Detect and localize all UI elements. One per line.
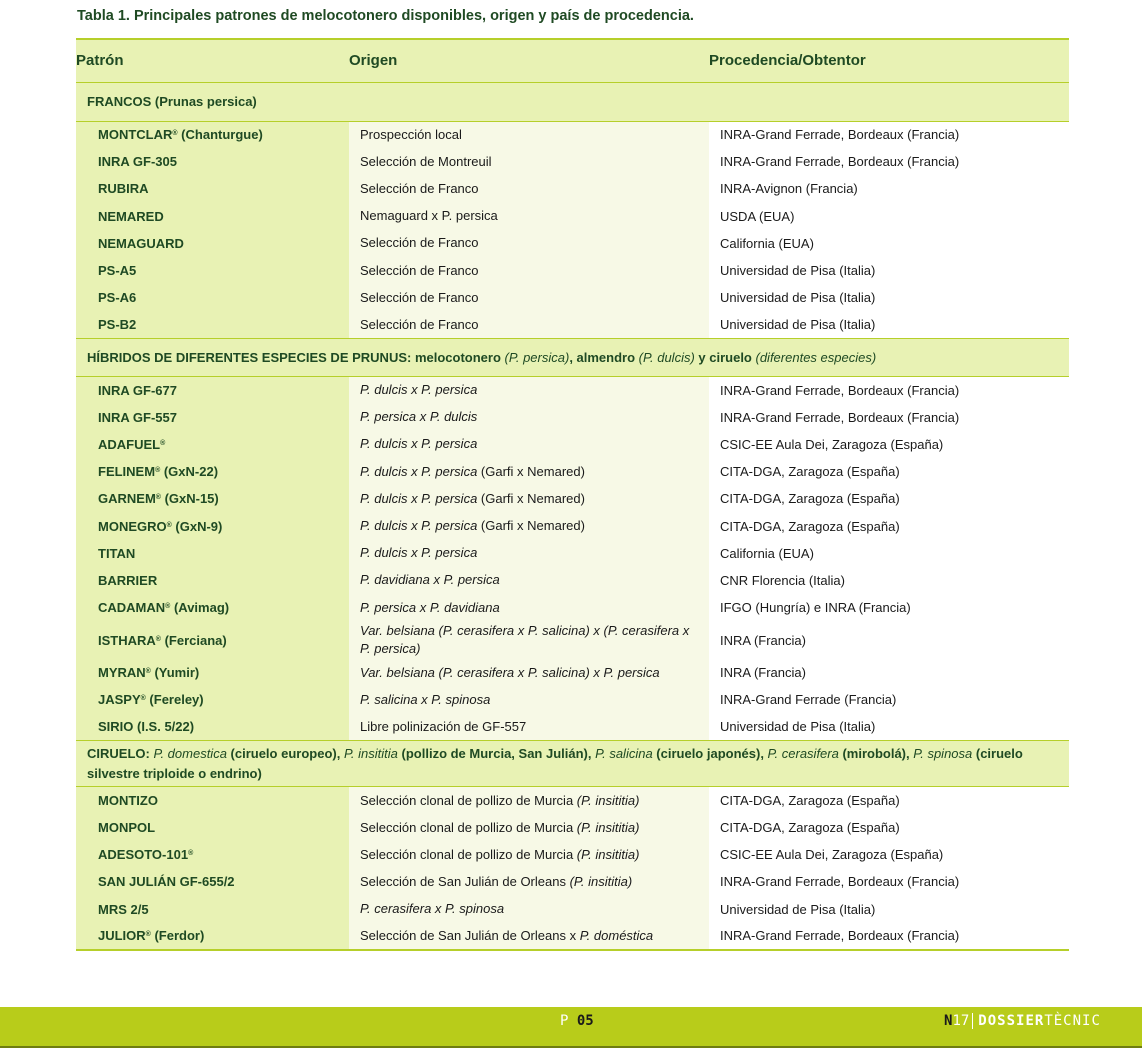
table-row	[76, 567, 1069, 594]
cell-origen: P. davidiana x P. persica	[349, 567, 709, 594]
table-row	[76, 203, 1069, 230]
table-row	[76, 121, 1069, 148]
cell-origen: Var. belsiana (P. cerasifera x P. salicina) x (P. cerasifera x P. persica)	[349, 621, 709, 659]
cell-patron: MYRAN® (Yumir)	[76, 659, 349, 686]
table-row	[76, 431, 1069, 458]
cell-patron: PS-B2	[76, 311, 349, 338]
cell-procedencia: INRA-Grand Ferrade, Bordeaux (Francia)	[709, 377, 1069, 404]
header-procedencia: Procedencia/Obtentor	[709, 39, 1069, 82]
cell-procedencia: Universidad de Pisa (Italia)	[709, 257, 1069, 284]
cell-procedencia: IFGO (Hungría) e INRA (Francia)	[709, 594, 1069, 621]
cell-procedencia: INRA-Grand Ferrade, Bordeaux (Francia)	[709, 404, 1069, 431]
brand-divider	[972, 1013, 973, 1029]
cell-procedencia: CITA-DGA, Zaragoza (España)	[709, 458, 1069, 485]
cell-origen: Selección de San Julián de Orleans x P. doméstica	[349, 923, 709, 950]
cell-patron: SIRIO (I.S. 5/22)	[76, 714, 349, 741]
cell-patron: INRA GF-305	[76, 148, 349, 175]
cell-patron: PS-A5	[76, 257, 349, 284]
cell-procedencia: INRA-Grand Ferrade, Bordeaux (Francia)	[709, 121, 1069, 148]
section-row	[76, 82, 1069, 121]
header-patron: Patrón	[76, 39, 349, 82]
table-row	[76, 594, 1069, 621]
cell-procedencia: CSIC-EE Aula Dei, Zaragoza (España)	[709, 431, 1069, 458]
table-header-row	[76, 39, 1069, 82]
cell-origen: Selección de Franco	[349, 284, 709, 311]
cell-origen: Selección de Franco	[349, 257, 709, 284]
table-row	[76, 686, 1069, 713]
cell-procedencia: CITA-DGA, Zaragoza (España)	[709, 485, 1069, 512]
section-title: HÍBRIDOS DE DIFERENTES ESPECIES DE PRUNUS: melocotonero (P. persica), almendro (P. dulcis) y ciruelo (diferentes especies)	[76, 339, 1069, 377]
cell-origen: P. dulcis x P. persica (Garfi x Nemared)	[349, 458, 709, 485]
page-number: P 05	[560, 1013, 594, 1029]
cell-patron: INRA GF-557	[76, 404, 349, 431]
cell-patron: MONTIZO	[76, 787, 349, 814]
cell-patron: BARRIER	[76, 567, 349, 594]
cell-procedencia: CITA-DGA, Zaragoza (España)	[709, 814, 1069, 841]
table-row	[76, 787, 1069, 814]
cell-patron: RUBIRA	[76, 175, 349, 202]
cell-origen: Selección de Franco	[349, 311, 709, 338]
table-row	[76, 458, 1069, 485]
cell-origen: P. dulcis x P. persica (Garfi x Nemared)	[349, 485, 709, 512]
cell-origen: P. dulcis x P. persica	[349, 540, 709, 567]
cell-origen: P. dulcis x P. persica	[349, 377, 709, 404]
cell-patron: GARNEM® (GxN-15)	[76, 485, 349, 512]
cell-patron: MONTCLAR® (Chanturgue)	[76, 121, 349, 148]
cell-patron: MONEGRO® (GxN-9)	[76, 512, 349, 539]
cell-procedencia: CITA-DGA, Zaragoza (España)	[709, 512, 1069, 539]
cell-patron: ISTHARA® (Ferciana)	[76, 621, 349, 659]
table-row	[76, 284, 1069, 311]
cell-origen: P. salicina x P. spinosa	[349, 686, 709, 713]
cell-patron: ADESOTO-101®	[76, 841, 349, 868]
brand-tecnic: TÈCNIC	[1044, 1013, 1101, 1029]
table-row	[76, 923, 1069, 950]
table-row	[76, 841, 1069, 868]
cell-patron: CADAMAN® (Avimag)	[76, 594, 349, 621]
cell-origen: Selección clonal de pollizo de Murcia (P. insititia)	[349, 814, 709, 841]
brand-issue: 17	[952, 1013, 970, 1029]
cell-origen: Selección de Franco	[349, 175, 709, 202]
cell-origen: Selección de Franco	[349, 230, 709, 257]
cell-procedencia: INRA (Francia)	[709, 621, 1069, 659]
cell-origen: Var. belsiana (P. cerasifera x P. salicina) x P. persica	[349, 659, 709, 686]
cell-origen: Selección clonal de pollizo de Murcia (P. insititia)	[349, 841, 709, 868]
cell-procedencia: INRA-Grand Ferrade, Bordeaux (Francia)	[709, 923, 1069, 950]
cell-procedencia: USDA (EUA)	[709, 203, 1069, 230]
section-title: FRANCOS (Prunas persica)	[76, 82, 1069, 121]
header-origen: Origen	[349, 39, 709, 82]
cell-patron: JASPY® (Fereley)	[76, 686, 349, 713]
cell-procedencia: Universidad de Pisa (Italia)	[709, 311, 1069, 338]
cell-patron: ADAFUEL®	[76, 431, 349, 458]
cell-patron: NEMAGUARD	[76, 230, 349, 257]
table-row	[76, 230, 1069, 257]
cell-procedencia: INRA-Grand Ferrade, Bordeaux (Francia)	[709, 868, 1069, 895]
publication-brand	[944, 1013, 1101, 1029]
table-row	[76, 257, 1069, 284]
cell-origen: Selección de San Julián de Orleans (P. insititia)	[349, 868, 709, 895]
cell-origen: Prospección local	[349, 121, 709, 148]
cell-procedencia: CNR Florencia (Italia)	[709, 567, 1069, 594]
cell-procedencia: INRA-Grand Ferrade, Bordeaux (Francia)	[709, 148, 1069, 175]
cell-procedencia: CSIC-EE Aula Dei, Zaragoza (España)	[709, 841, 1069, 868]
cell-origen: Selección clonal de pollizo de Murcia (P. insititia)	[349, 787, 709, 814]
table-row	[76, 311, 1069, 338]
section-row	[76, 339, 1069, 377]
cell-procedencia: INRA-Avignon (Francia)	[709, 175, 1069, 202]
cell-origen: P. cerasifera x P. spinosa	[349, 896, 709, 923]
rootstock-table	[76, 38, 1069, 951]
cell-patron: MONPOL	[76, 814, 349, 841]
cell-origen: Nemaguard x P. persica	[349, 203, 709, 230]
cell-procedencia: California (EUA)	[709, 540, 1069, 567]
section-row	[76, 741, 1069, 787]
table-row	[76, 175, 1069, 202]
cell-procedencia: Universidad de Pisa (Italia)	[709, 284, 1069, 311]
table-row	[76, 621, 1069, 659]
table-row	[76, 814, 1069, 841]
cell-patron: JULIOR® (Ferdor)	[76, 923, 349, 950]
table-row	[76, 377, 1069, 404]
cell-procedencia: Universidad de Pisa (Italia)	[709, 896, 1069, 923]
cell-patron: SAN JULIÁN GF-655/2	[76, 868, 349, 895]
table-row	[76, 714, 1069, 741]
brand-n: N	[944, 1013, 953, 1029]
table-row	[76, 896, 1069, 923]
cell-origen: Libre polinización de GF-557	[349, 714, 709, 741]
cell-procedencia: INRA-Grand Ferrade (Francia)	[709, 686, 1069, 713]
brand-dossier: DOSSIER	[978, 1013, 1045, 1029]
cell-procedencia: CITA-DGA, Zaragoza (España)	[709, 787, 1069, 814]
table-row	[76, 868, 1069, 895]
cell-origen: P. dulcis x P. persica	[349, 431, 709, 458]
cell-origen: P. persica x P. davidiana	[349, 594, 709, 621]
cell-patron: PS-A6	[76, 284, 349, 311]
table-row	[76, 512, 1069, 539]
cell-patron: NEMARED	[76, 203, 349, 230]
table-row	[76, 485, 1069, 512]
cell-patron: TITAN	[76, 540, 349, 567]
cell-origen: P. dulcis x P. persica (Garfi x Nemared)	[349, 512, 709, 539]
table-row	[76, 659, 1069, 686]
section-title: CIRUELO: P. domestica (ciruelo europeo), P. insititia (pollizo de Murcia, San Julián), P. salicina (ciruelo japonés), P. cerasifera (mirobolá), P. spinosa (ciruelo silvestre triploide o endrino)	[76, 741, 1069, 787]
cell-origen: Selección de Montreuil	[349, 148, 709, 175]
table-row	[76, 404, 1069, 431]
table-row	[76, 148, 1069, 175]
table-caption: Tabla 1. Principales patrones de melocotonero disponibles, origen y país de procedencia.	[77, 8, 694, 24]
cell-patron: MRS 2/5	[76, 896, 349, 923]
table-row	[76, 540, 1069, 567]
cell-patron: INRA GF-677	[76, 377, 349, 404]
cell-origen: P. persica x P. dulcis	[349, 404, 709, 431]
cell-procedencia: INRA (Francia)	[709, 659, 1069, 686]
cell-procedencia: Universidad de Pisa (Italia)	[709, 714, 1069, 741]
cell-procedencia: California (EUA)	[709, 230, 1069, 257]
cell-patron: FELINEM® (GxN-22)	[76, 458, 349, 485]
